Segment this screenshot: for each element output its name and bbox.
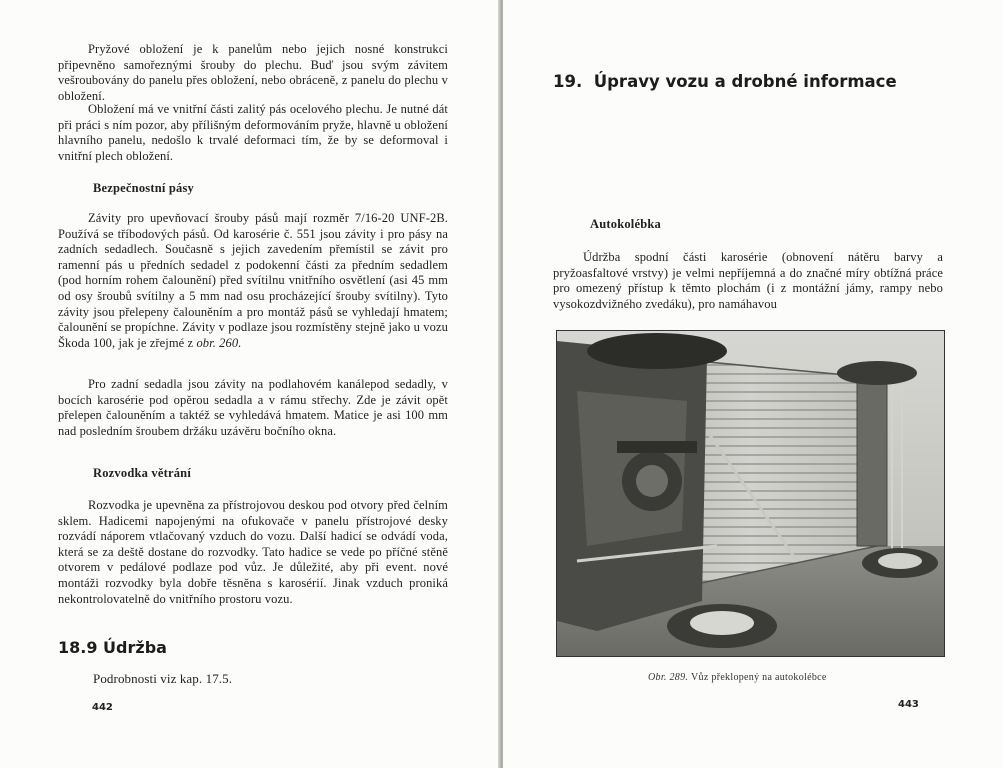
paragraph-underbody-maintenance: Údržba spodní části karosérie (obnovení nátěru barvy a pryžoasfaltové vrstvy) je velmi nepříjemná a do značné míry obtížná práce pro omezený přístup k těmto plochám (i z montážní jámy, rampy nebo vysokozdvižného zvedáku), pro namáhavou [553, 250, 943, 311]
page-number-left: 442 [92, 702, 113, 713]
figure-caption [648, 672, 827, 683]
paragraph-steel-strip: Obložení má ve vnitřní části zalitý pás ocelového plechu. Je nutné dát při práci s ním pozor, aby přílišným deformováním pryže, hlavně u obložení hlavního panelu, nedošlo k trvalé deformaci tím, že by se deformoval i vnitřní plech obložení. [58, 102, 448, 163]
figure-reference: obr. 260. [196, 335, 242, 350]
heading-seatbelts: Bezpečnostní pásy [93, 181, 194, 195]
page-number-right: 443 [898, 699, 919, 710]
paragraph-rubber-lining: Pryžové obložení je k panelům nebo jejich nosné konstrukci připevněno samořeznými šrouby do plechu. Buď jsou svým závitem vešroubovány do panelu přes obložení, nebo obráceně, z panelu do plechu v obložení. [58, 42, 448, 103]
paragraph-ventilation: Rozvodka je upevněna za přístrojovou deskou pod otvory před čelním sklem. Hadicemi napojenými na ofukovače v panelu přístrojové desky rozvádí náporem vtlačovaný vzduch do vozu. Další hadicí se odvádí voda, která se za deště dostane do rozvodky. Tato hadice se vede po příčné stěně otvorem v pedálové podlaze pod vůz. Je důležité, aby při event. nové montáži rozvodky byla dobře těsněna s karosérií. Jinak vzduch proniká nekontrolovatelně do vnitřního prostoru vozu. [58, 498, 448, 606]
chapter-title: 19. Úpravy vozu a drobné informace [553, 72, 897, 91]
heading-ventilation: Rozvodka větrání [93, 466, 191, 480]
heading-car-rocker: Autokolébka [590, 217, 661, 231]
paragraph-rear-seats: Pro zadní sedadla jsou závity na podlahovém kanálepod sedadly, v bocích karosérie pod opěrou sedadla a v rámu střechy. Zde je závit opět přelepen čalouněním a taktéž se vyhledává hmatem. Matice je asi 100 mm nad posledním šroubem držáku uzávěru bočního okna. [58, 377, 448, 438]
car-tilted-photo [556, 330, 945, 657]
section-title: 18.9 Údržba [58, 638, 167, 657]
left-page [0, 0, 500, 768]
caption-text: Vůz překlopený na autokolébce [691, 672, 827, 683]
paragraph-seatbelt-threads [58, 211, 448, 351]
caption-label: Obr. 289. [648, 672, 689, 683]
seatbelt-text: Závity pro upevňovací šrouby pásů mají rozměr 7/16-20 UNF-2B. Používá se tříbodových pásů. Od karosérie č. 551 jsou závity i pro pásy na zadních sedadlech. Současně s jejich zavedením přemístil se závit pro ramenní pás u předních sedadel z podokenní části za předním sedadlem (pod horním rohem čalounění) před svítilnu vnitřního osvětlení (asi 45 mm od osy šroubů svítilny a 5 mm nad osu procházející šrouby svítilny). Tyto závity jsou přelepeny čalouněním a pro montáž pásů se vyhledají hmatem; čalounění se propíchne. Závity v podlaze jsou rozmístěny stejně jako u vozu Škoda 100, jak je zřejmé z [58, 211, 448, 350]
section-text: Podrobnosti viz kap. 17.5. [93, 671, 233, 686]
